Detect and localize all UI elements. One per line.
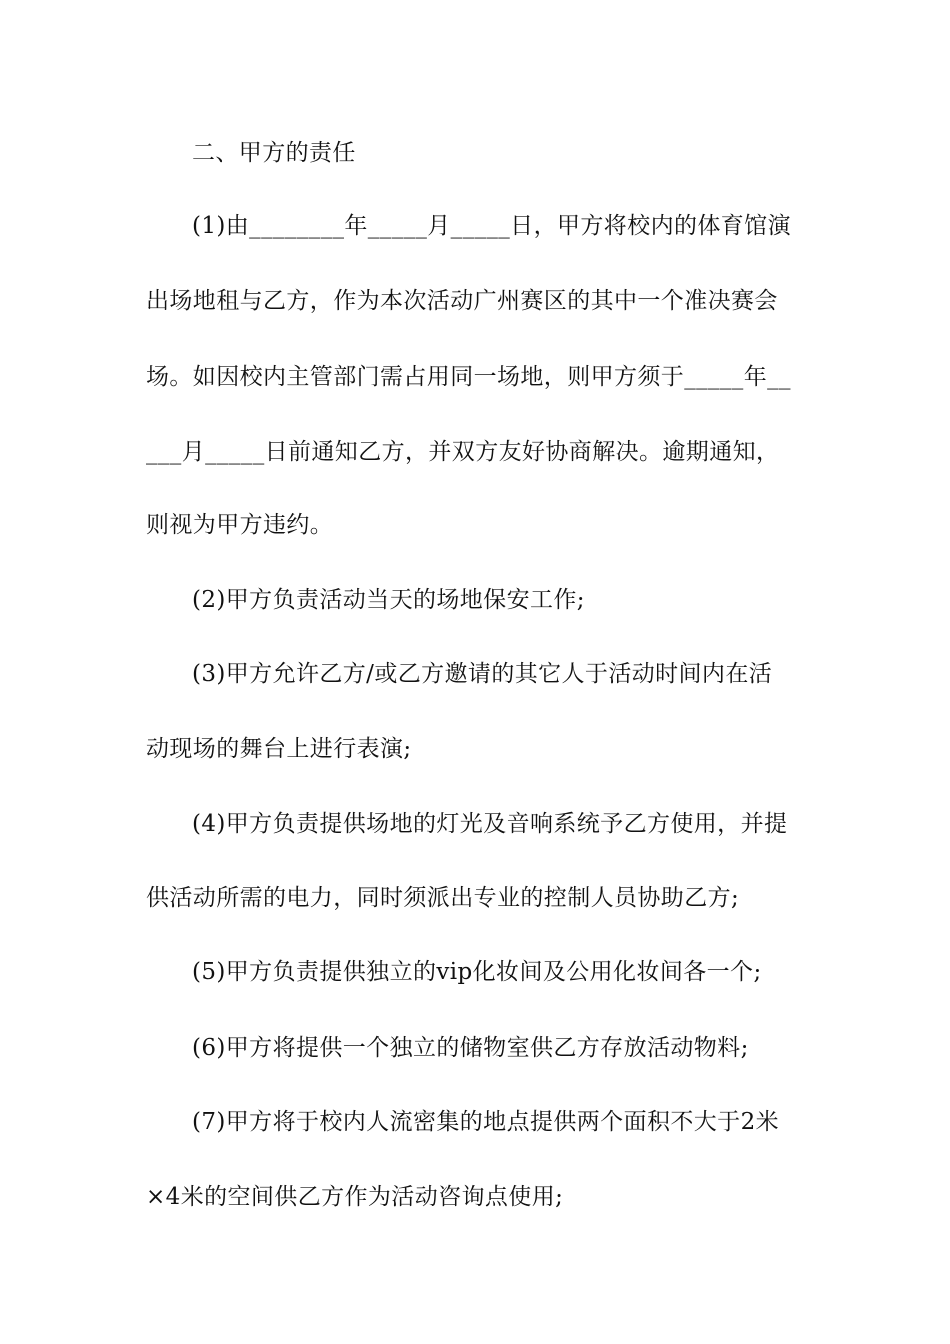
clause-7-line-1: (7)甲方将于校内人流密集的地点提供两个面积不大于2米 (192, 1109, 780, 1135)
clause-1-line-4: ___月_____日前通知乙方，并双方友好协商解决。逾期通知， (146, 439, 780, 465)
clause-6-line-1: (6)甲方将提供一个独立的储物室供乙方存放活动物料; (192, 1035, 749, 1061)
clause-3-line-2: 动现场的舞台上进行表演; (146, 736, 412, 762)
clause-1-line-5: 则视为甲方违约。 (146, 512, 334, 538)
section-heading: 二、甲方的责任 (192, 140, 356, 166)
clause-2-line-1: (2)甲方负责活动当天的场地保安工作; (192, 587, 585, 613)
clause-1-line-1: (1)由________年_____月_____日，甲方将校内的体育馆演 (192, 213, 791, 239)
clause-1-line-3: 场。如因校内主管部门需占用同一场地，则甲方须于_____年__ (146, 364, 791, 390)
clause-1-line-2: 出场地租与乙方，作为本次活动广州赛区的其中一个准决赛会 (146, 288, 778, 314)
clause-4-line-1: (4)甲方负责提供场地的灯光及音响系统予乙方使用，并提 (192, 811, 788, 837)
clause-4-line-2: 供活动所需的电力，同时须派出专业的控制人员协助乙方; (146, 885, 740, 911)
clause-5-line-1: (5)甲方负责提供独立的vip化妆间及公用化妆间各一个; (192, 959, 762, 985)
clause-7-line-2: ×4米的空间供乙方作为活动咨询点使用; (146, 1184, 564, 1210)
clause-3-line-1: (3)甲方允许乙方/或乙方邀请的其它人于活动时间内在活 (192, 661, 773, 687)
